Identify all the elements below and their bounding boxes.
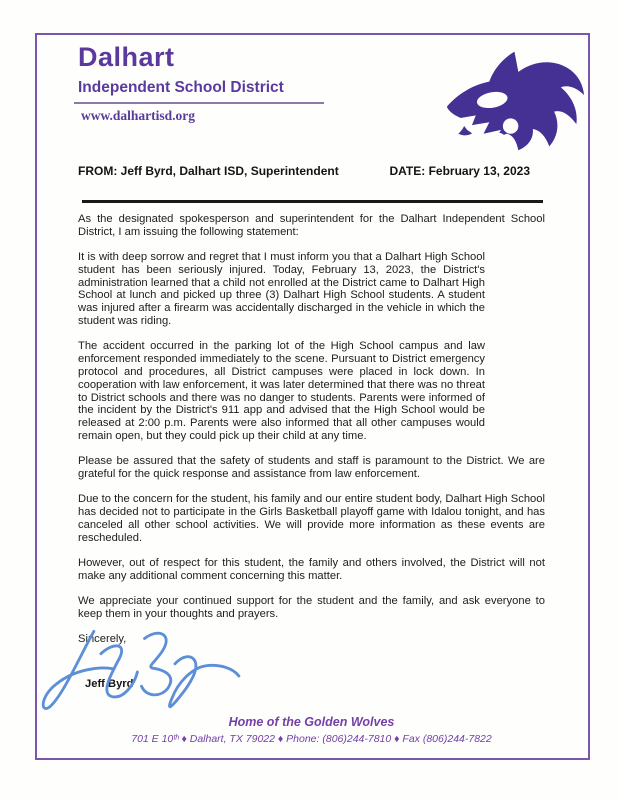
letter-meta-row (78, 164, 530, 178)
meta-divider (82, 200, 543, 203)
paragraph: As the designated spokesperson and superintendent for the Dalhart Independent School District, I am issuing the following statement: (78, 213, 545, 238)
website-url: www.dalhartisd.org (81, 108, 196, 123)
closing-block (78, 633, 545, 691)
valediction: Sincerely, (78, 633, 127, 646)
paragraph: The accident occurred in the parking lot of the High School campus and law enforcement responded immediately to the scene. Pursuant to District emergency protocol and procedures, all District campuses were placed in lock down. In cooperation with law enforcement, it was later determined that there was no threat to District schools and there was no danger to students. Parents were informed of the incident by the District's 911 app and advised that the High School would be released at 2:00 p.m. Parents were also informed that all other campuses would remain open, but they could pick up their child at any time. (78, 340, 485, 442)
wolf-head-logo-icon (441, 44, 586, 154)
paragraph: It is with deep sorrow and regret that I must inform you that a Dalhart High School student has been seriously injured. Today, February 13, 2023, the District's administration learned that a child not enrolled at the District came to Dalhart High School at lunch and picked up three (3) Dalhart High School students. A student was injured after a firearm was accidentally discharged in the vehicle in which the student was riding. (78, 251, 485, 328)
letter-footer (35, 715, 588, 745)
district-name: Dalhart (78, 42, 175, 72)
header-divider (74, 102, 324, 104)
paragraph: Due to the concern for the student, his family and our entire student body, Dalhart High School has decided not to participate in the Girls Basketball playoff game with Idalou tonight, and has canceled all other school activities. We will provide more information as these events are rescheduled. (78, 493, 545, 544)
from-line: FROM: Jeff Byrd, Dalhart ISD, Superintendent (78, 164, 339, 178)
signer-name: Jeff Byrd (85, 678, 134, 691)
paragraph: Please be assured that the safety of students and staff is paramount to the District. We are grateful for the quick response and assistance from law enforcement. (78, 455, 545, 481)
district-motto: Home of the Golden Wolves (228, 715, 395, 729)
date-line: DATE: February 13, 2023 (389, 164, 530, 178)
paragraph: We appreciate your continued support for the student and the family, and ask everyone to keep them in your thoughts and prayers. (78, 595, 545, 620)
letter-body (78, 213, 545, 691)
district-subtitle: Independent School District (78, 79, 284, 96)
paragraph: However, out of respect for this student, the family and others involved, the District will not make any additional comment concerning this matter. (78, 557, 545, 582)
district-address: 701 E 10ᵗʰ ♦ Dalhart, TX 79022 ♦ Phone: (806)244-7810 ♦ Fax (806)244-7822 (131, 733, 492, 745)
